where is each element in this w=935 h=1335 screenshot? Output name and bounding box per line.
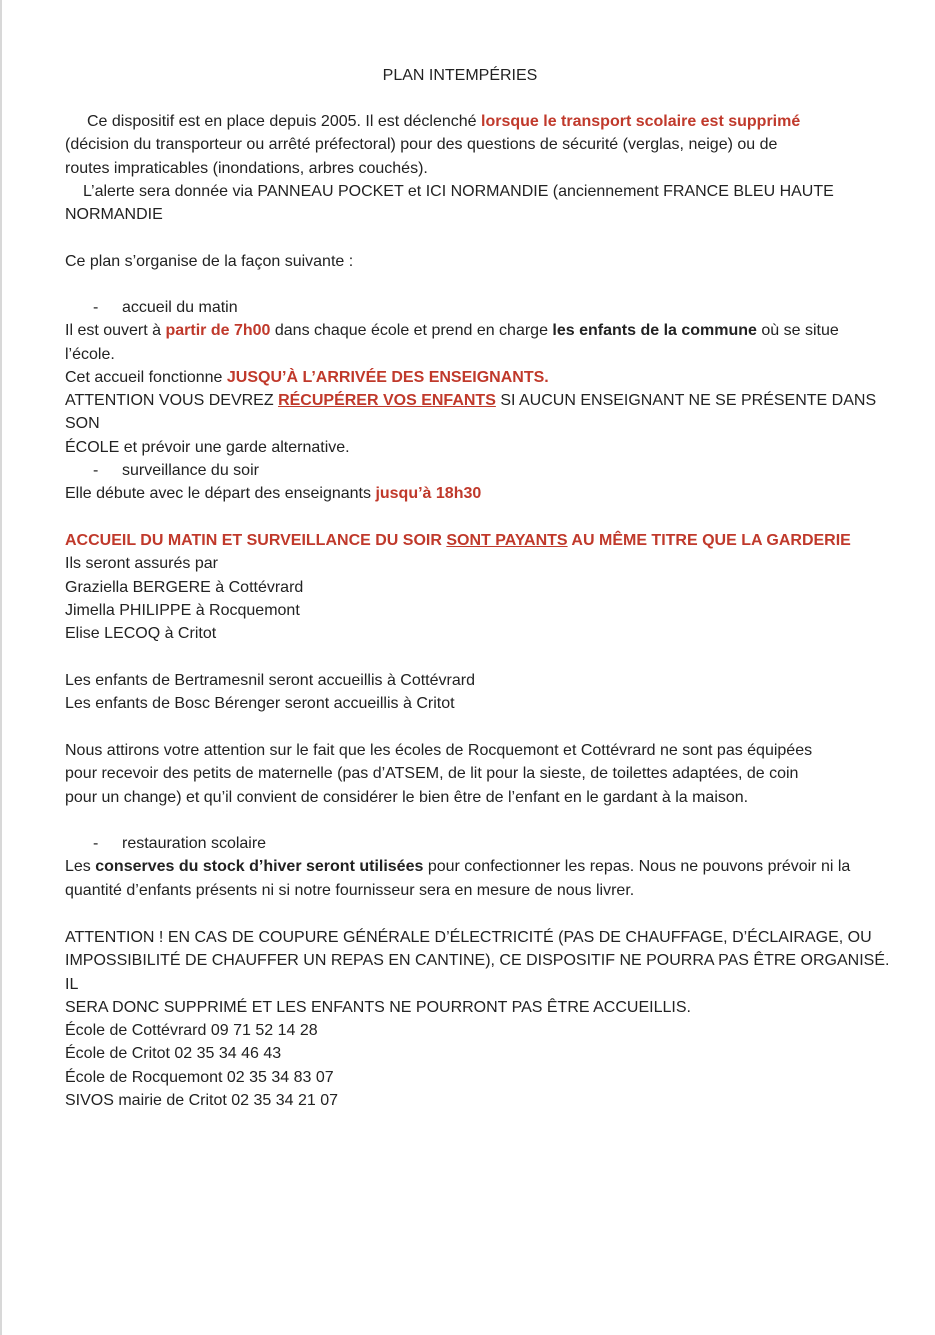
restauration-line-1 bbox=[65, 855, 895, 878]
text: AU MÊME TITRE QUE LA GARDERIE bbox=[567, 532, 851, 549]
restauration-heading-text: restauration scolaire bbox=[122, 835, 267, 852]
morning-heading-text: accueil du matin bbox=[122, 299, 238, 316]
children-line-1: Les enfants de Bosc Bérenger seront accueillis à Critot bbox=[65, 695, 455, 713]
morning-line-1 bbox=[65, 319, 895, 342]
morning-section bbox=[65, 296, 895, 459]
alert-line-2: NORMANDIE bbox=[65, 206, 163, 224]
intro-line-3: routes impraticables (inondations, arbres couchés). bbox=[65, 159, 428, 177]
text: dans chaque école et prend en charge bbox=[270, 322, 553, 340]
evening-line-1 bbox=[65, 482, 895, 505]
bullet-dash: - bbox=[93, 462, 99, 479]
evening-heading-text: surveillance du soir bbox=[122, 462, 259, 479]
maternelle-line-0: Nous attirons votre attention sur le fait que les écoles de Rocquemont et Cottévrard ne sont pas équipées bbox=[65, 742, 813, 759]
text: SI AUCUN ENSEIGNANT NE SE PRÉSENTE DANS SON bbox=[65, 392, 877, 433]
maternelle-section bbox=[65, 739, 895, 809]
payant-line bbox=[65, 529, 895, 552]
text: pour confectionner les repas. Nous ne pouvons prévoir ni la bbox=[423, 858, 851, 876]
morning-line-4 bbox=[65, 389, 895, 436]
highlight: partir de 7h00 bbox=[165, 322, 271, 340]
morning-line-5: ÉCOLE et prévoir une garde alternative. bbox=[65, 438, 350, 456]
restauration-heading bbox=[65, 832, 895, 855]
morning-line-3 bbox=[65, 366, 895, 389]
contact-cottevrard: École de Cottévrard 09 71 52 14 28 bbox=[65, 1022, 318, 1039]
highlight: JUSQU’À L’ARRIVÉE DES ENSEIGNANTS. bbox=[226, 368, 549, 386]
electricity-line-0: ATTENTION ! EN CAS DE COUPURE GÉNÉRALE D’ÉLECTRICITÉ (PAS DE CHAUFFAGE, D’ÉCLAIRAGE, OU bbox=[65, 929, 872, 946]
bold-text: conserves du stock d’hiver seront utilisées bbox=[95, 858, 424, 876]
electricity-line-1: IMPOSSIBILITÉ DE CHAUFFER UN REPAS EN CANTINE), CE DISPOSITIF NE POURRA PAS ÊTRE ORGANISÉ. IL bbox=[65, 952, 890, 993]
staff-line-3: Elise LECOQ à Critot bbox=[65, 625, 217, 643]
contact-critot: École de Critot 02 35 34 46 43 bbox=[65, 1045, 282, 1063]
restauration-line-2: quantité d’enfants présents ni si notre fournisseur sera en mesure de nous livrer. bbox=[65, 881, 635, 899]
text: Les bbox=[65, 858, 96, 876]
morning-line-2: l’école. bbox=[65, 345, 115, 363]
intro-line-1 bbox=[65, 110, 895, 133]
text: ACCUEIL DU MATIN ET SURVEILLANCE DU SOIR bbox=[65, 532, 447, 549]
children-line-0: Les enfants de Bertramesnil seront accueillis à Cottévrard bbox=[65, 672, 475, 689]
evening-section bbox=[65, 459, 895, 506]
maternelle-line-2: pour un change) et qu’il convient de considérer le bien être de l’enfant en le gardant à la maison. bbox=[65, 788, 749, 806]
text: Cet accueil fonctionne bbox=[65, 368, 227, 386]
bold-text: les enfants de la commune bbox=[552, 322, 757, 340]
underlined: SONT PAYANTS bbox=[446, 532, 568, 549]
restauration-section bbox=[65, 832, 895, 902]
text: Il est ouvert à bbox=[65, 322, 166, 340]
text: ATTENTION VOUS DEVREZ bbox=[65, 392, 279, 410]
alert-line-1: L’alerte sera donnée via PANNEAU POCKET et ICI NORMANDIE (anciennement FRANCE BLEU HAUTE bbox=[83, 182, 834, 200]
intro-section bbox=[65, 110, 895, 226]
intro-text: Ce dispositif est en place depuis 2005. Il est déclenché bbox=[87, 113, 482, 130]
text: où se situe bbox=[756, 322, 839, 340]
payant-section bbox=[65, 529, 895, 645]
bullet-dash: - bbox=[93, 835, 99, 852]
staff-line-2: Jimella PHILIPPE à Rocquemont bbox=[65, 601, 300, 619]
page-title: PLAN INTEMPÉRIES bbox=[382, 67, 538, 84]
intro-highlight: lorsque le transport scolaire est supprimé bbox=[481, 113, 801, 130]
staff-line-0: Ils seront assurés par bbox=[65, 555, 218, 573]
contact-rocquemont: École de Rocquemont 02 35 34 83 07 bbox=[65, 1068, 334, 1086]
evening-heading bbox=[65, 459, 895, 482]
electricity-section bbox=[65, 926, 895, 1019]
page-edge bbox=[0, 0, 2, 1335]
organise-line: Ce plan s’organise de la façon suivante : bbox=[65, 253, 354, 270]
morning-heading bbox=[65, 296, 895, 319]
maternelle-line-1: pour recevoir des petits de maternelle (pas d’ATSEM, de lit pour la sieste, de toilettes adaptées, de coin bbox=[65, 765, 799, 783]
bullet-dash: - bbox=[93, 299, 99, 316]
text: Elle débute avec le départ des enseignants bbox=[65, 485, 376, 503]
staff-line-1: Graziella BERGERE à Cottévrard bbox=[65, 578, 304, 596]
intro-line-2: (décision du transporteur ou arrêté préfectoral) pour des questions de sécurité (verglas, neige) ou de bbox=[65, 136, 778, 154]
highlight-underlined: RÉCUPÉRER VOS ENFANTS bbox=[278, 392, 496, 410]
highlight: jusqu’à 18h30 bbox=[375, 485, 482, 503]
contact-sivos: SIVOS mairie de Critot 02 35 34 21 07 bbox=[65, 1091, 339, 1109]
electricity-line-2: SERA DONC SUPPRIMÉ ET LES ENFANTS NE POURRONT PAS ÊTRE ACCUEILLIS. bbox=[65, 998, 691, 1016]
children-section bbox=[65, 669, 895, 716]
contacts-section bbox=[65, 1019, 895, 1112]
